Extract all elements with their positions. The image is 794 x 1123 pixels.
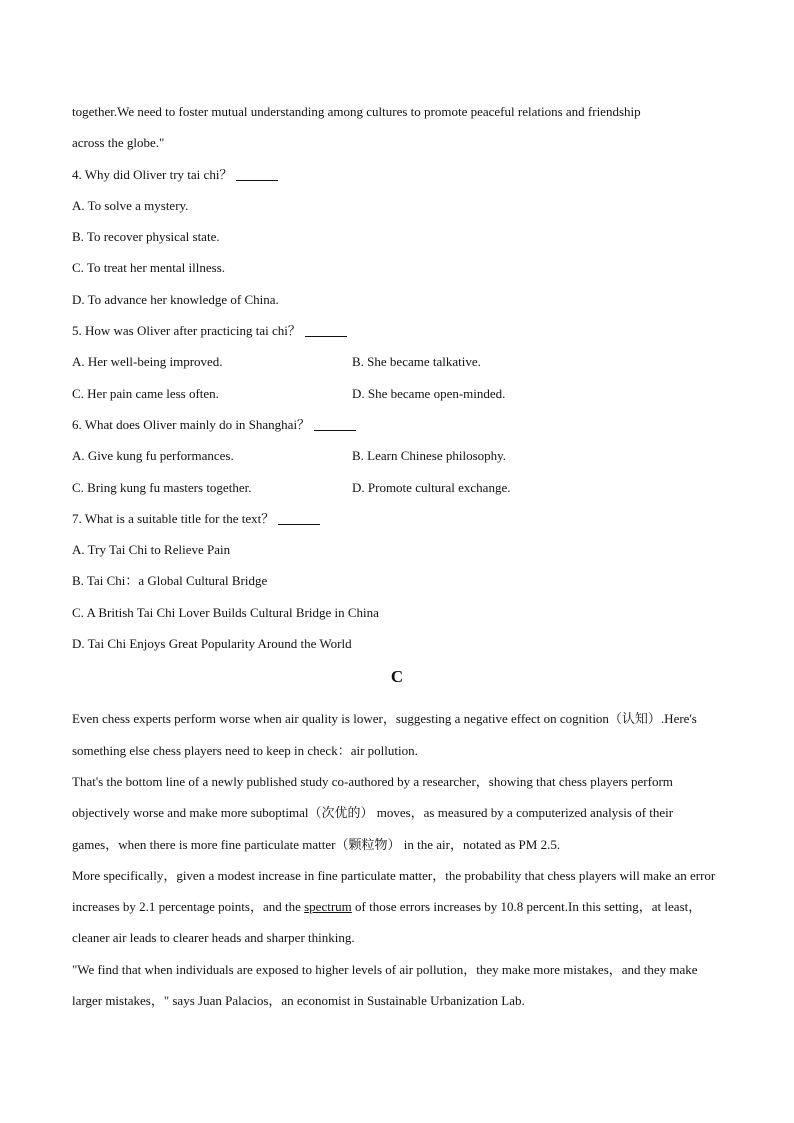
answer-blank[interactable] <box>314 418 356 431</box>
question-5 <box>72 321 722 352</box>
question-stem: 5. How was Oliver after practicing tai chi？ <box>72 323 301 339</box>
option-d: D. She became open-minded. <box>352 385 506 401</box>
document-page <box>72 102 722 1016</box>
option-row <box>72 384 722 415</box>
answer-blank[interactable] <box>305 324 347 337</box>
option-a: A. Give kung fu performances. <box>72 448 234 464</box>
question-stem: 7. What is a suitable title for the text？ <box>72 510 275 526</box>
option-c: C. Her pain came less often. <box>72 385 219 401</box>
continuation-line-1: together.We need to foster mutual understanding among cultures to promote peaceful relations and friendship <box>72 104 641 119</box>
option-b: B. She became talkative. <box>352 354 481 370</box>
option-b: B. Tai Chi：a Global Cultural Bridge <box>72 573 268 589</box>
continuation-line-2: across the globe." <box>72 135 165 151</box>
question-7 <box>72 509 722 540</box>
question-stem: 6. What does Oliver mainly do in Shanghai？ <box>72 416 311 432</box>
option-row <box>72 478 722 509</box>
option-d: D. Tai Chi Enjoys Great Popularity Around the World <box>72 636 352 652</box>
section-heading: C <box>390 667 404 687</box>
paragraph-2: That's the bottom line of a newly published study co-authored by a researcher，showing that chess players perform objectively worse and make more suboptimal（次优的） moves，as measured by a computerized analysis of their games，when there is more fine particulate matter（颗粒物） in the air，notated as PM 2.5. <box>72 773 674 852</box>
question-stem: 4. Why did Oliver try tai chi？ <box>72 166 233 182</box>
option-a: A. To solve a mystery. <box>72 197 189 213</box>
paragraph-1: Even chess experts perform worse when air quality is lower，suggesting a negative effect on cognition（认知）.Here's something else chess players need to keep in check：air pollution. <box>72 711 697 758</box>
option-c: C. A British Tai Chi Lover Builds Cultural Bridge in China <box>72 604 379 620</box>
option-row <box>72 446 722 477</box>
question-4 <box>72 165 722 196</box>
answer-blank[interactable] <box>236 168 278 181</box>
answer-blank[interactable] <box>278 512 320 525</box>
paragraph-3-end: of those errors increases by 10.8 percent.In this setting，at least，cleaner air leads to clearer heads and sharper thinking. <box>72 899 702 946</box>
option-row <box>72 352 722 383</box>
paragraph-3-start: More specifically，given a modest increase in fine particulate matter，the probability that chess players will make an error increases by 2.1 percentage points，and the <box>72 867 716 915</box>
underlined-word: spectrum <box>304 899 352 915</box>
option-d: D. To advance her knowledge of China. <box>72 291 279 307</box>
option-b: B. Learn Chinese philosophy. <box>352 448 507 464</box>
paragraph-4: "We find that when individuals are exposed to higher levels of air pollution，they make more mistakes，and they make larger mistakes，" says Juan Palacios，an economist in Sustainable Urbanization Lab. <box>72 961 698 1009</box>
option-c: C. Bring kung fu masters together. <box>72 479 252 495</box>
question-6 <box>72 415 722 446</box>
option-a: A. Her well-being improved. <box>72 354 223 370</box>
option-b: B. To recover physical state. <box>72 229 220 245</box>
option-a: A. Try Tai Chi to Relieve Pain <box>72 542 231 558</box>
option-c: C. To treat her mental illness. <box>72 260 226 276</box>
option-d: D. Promote cultural exchange. <box>352 479 511 495</box>
paragraph-3 <box>72 860 722 954</box>
